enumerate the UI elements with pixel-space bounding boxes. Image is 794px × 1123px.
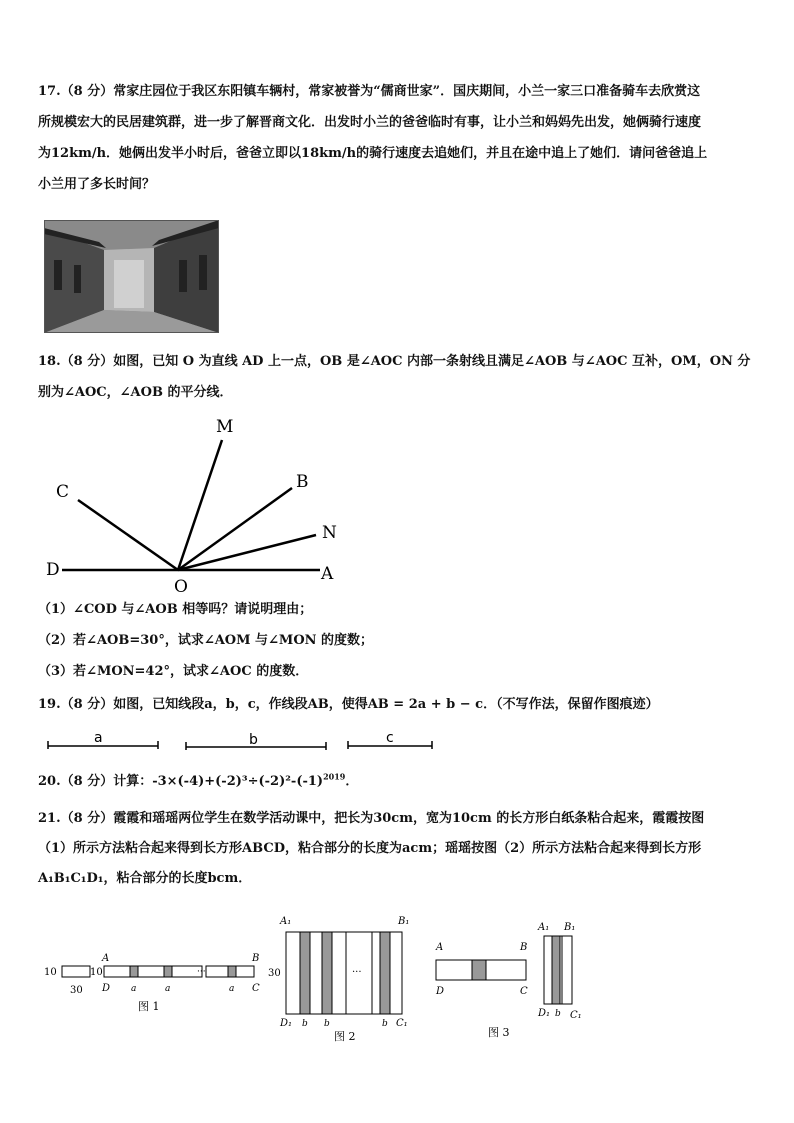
label-o: O <box>174 577 188 597</box>
fig2-b2: b <box>324 1019 330 1029</box>
q21-line2: （1）所示方法粘合起来得到长方形ABCD，粘合部分的长度为acm；瑶瑶按图（2）所示方法粘合起来得到长方形 <box>38 841 702 856</box>
label-b: B <box>296 472 309 492</box>
fig1-label-d: D <box>102 983 111 994</box>
ray-ob <box>178 488 292 570</box>
q18-sub2: （2）若∠AOB=30°，试求∠AOM 与∠MON 的度数； <box>38 633 374 648</box>
fig3-label-b1: B₁ <box>564 922 576 933</box>
q17-line3: 为12km/h．她俩出发半小时后，爸爸立即以18km/h的骑行速度去追她们，并且在途中追上了她们．请问爸爸追上 <box>38 146 708 161</box>
figure-3 <box>430 914 600 1040</box>
q18-sub3: （3）若∠MON=42°，试求∠AOC 的度数． <box>38 664 309 679</box>
fig3-label-b: B <box>520 942 528 953</box>
q21-line1: 21.（8 分）霞霞和瑶瑶两位学生在数学活动课中，把长为30cm，宽为10cm 的长方形白纸条粘合起来，霞霞按图 <box>38 811 705 826</box>
fig1-label-a: A <box>102 953 110 964</box>
q17-line4: 小兰用了多长时间？ <box>38 177 156 192</box>
fig1-a3: a <box>229 984 235 994</box>
segment-a <box>48 730 158 749</box>
q18-line1: 18.（8 分）如图，已知 O 为直线 AD 上一点，OB 是∠AOC 内部一条射线且满足∠AOB 与∠AOC 互补，OM，ON 分 <box>38 354 751 369</box>
label-a: A <box>321 564 334 584</box>
label-d: D <box>46 560 60 580</box>
fig1-caption: 图 1 <box>138 1000 160 1013</box>
fig2-b3: b <box>382 1019 388 1029</box>
q19-line1: 19.（8 分）如图，已知线段a，b，c，作线段AB，使得AB = 2a + b − c．（不写作法，保留作图痕迹） <box>38 697 659 712</box>
figure-1 <box>40 944 270 1019</box>
segment-a-label: a <box>94 730 103 746</box>
fig1-label-c: C <box>252 983 260 994</box>
q20-text <box>38 766 760 797</box>
label-c: C <box>56 482 70 502</box>
q18-subquestions <box>38 594 760 687</box>
q21-text <box>38 804 760 894</box>
q18-sub1: （1）∠COD 与∠AOB 相等吗？请说明理由； <box>38 602 313 617</box>
ray-oc <box>78 500 178 570</box>
fig2-label-a1: A₁ <box>280 916 292 927</box>
fig1-length: 30 <box>70 985 83 996</box>
q21-line3: A₁B₁C₁D₁，粘合部分的长度bcm． <box>38 871 252 886</box>
q17-line2: 所规模宏大的民居建筑群，进一步了解晋商文化．出发时小兰的爸爸临时有事，让小兰和妈妈先出发，她俩骑行速度 <box>38 115 702 130</box>
q17-text <box>38 76 760 200</box>
q20-exponent: 2019 <box>323 771 346 782</box>
label-m: M <box>216 417 234 437</box>
fig2-b1: b <box>302 1019 308 1029</box>
angle-figure <box>40 412 360 597</box>
q18-line2: 别为∠AOC，∠AOB 的平分线． <box>38 385 233 400</box>
courtyard-photo <box>44 220 219 333</box>
fig1-dots: ··· <box>197 967 206 977</box>
q19-text <box>38 689 760 720</box>
fig1-label-b: B <box>252 953 260 964</box>
fig1-width-left: 10 <box>44 967 57 978</box>
fig3-label-c1: C₁ <box>570 1010 582 1021</box>
label-n: N <box>322 523 337 543</box>
segment-c <box>348 730 432 749</box>
segments-figure <box>44 728 444 754</box>
ray-om <box>178 440 222 570</box>
fig3-label-a: A <box>436 942 444 953</box>
fig3-label-c: C <box>520 986 528 997</box>
segment-c-label: c <box>386 730 394 746</box>
q20-end: ． <box>345 774 359 789</box>
q17-line1: 17.（8 分）常家庄园位于我区东阳镇车辆村，常家被誉为“儒商世家”．国庆期间，小兰一家三口准备骑车去欣赏这 <box>38 84 701 99</box>
fig2-label-c1: C₁ <box>396 1018 408 1029</box>
figure-2 <box>268 912 418 1042</box>
fig3-label-d1: D₁ <box>538 1008 551 1019</box>
q18-text <box>38 346 760 408</box>
fig1-a1: a <box>131 984 137 994</box>
segment-b <box>186 732 326 750</box>
fig3-caption: 图 3 <box>488 1026 510 1039</box>
fig2-dots: ... <box>352 964 362 975</box>
fig2-caption: 图 2 <box>334 1030 356 1042</box>
fig2-height: 30 <box>268 968 281 979</box>
fig3-label-d: D <box>436 986 445 997</box>
fig1-width-mid: 10 <box>90 967 103 978</box>
fig3-b: b <box>555 1009 561 1019</box>
fig2-label-d1: D₁ <box>280 1018 293 1029</box>
fig1-a2: a <box>165 984 171 994</box>
segment-b-label: b <box>249 732 258 748</box>
fig2-label-b1: B₁ <box>398 916 410 927</box>
ray-on <box>178 535 316 570</box>
fig3-label-a1: A₁ <box>538 922 550 933</box>
q20-expression: 20.（8 分）计算：-3×(-4)+(-2)³÷(-2)²-(-1) <box>38 774 324 789</box>
